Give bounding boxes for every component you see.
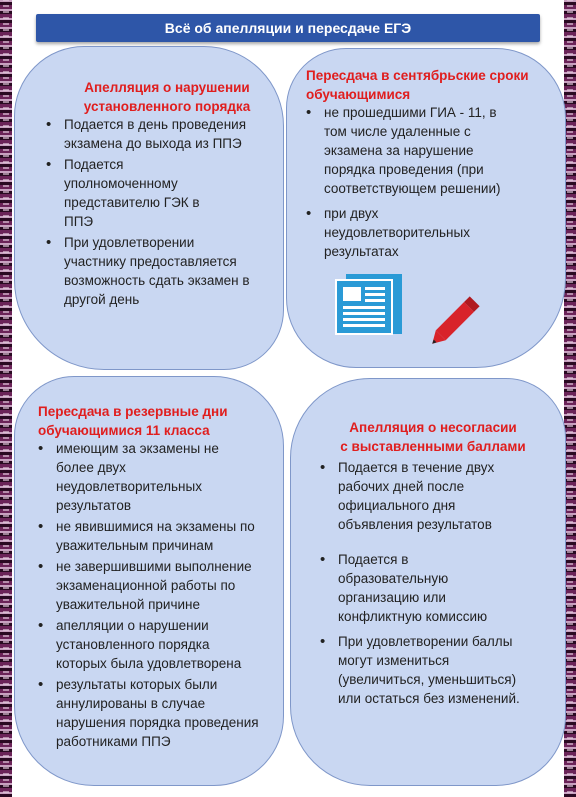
list-item: • При удовлетворении участнику предоставляется возможность сдать экзамен в другой день <box>44 233 254 309</box>
september-retake-list <box>304 103 514 261</box>
list-item: • не явившимися на экзамены по уважительным причинам <box>36 517 260 555</box>
list-item: • апелляции о нарушении установленного порядка которых была удовлетворена <box>36 616 260 673</box>
list-item: • при двух неудовлетворительных результатах <box>304 204 474 261</box>
list-item: • не прошедшими ГИА - 11, в том числе удаленные с экзамена за нарушение порядка проведения (при соответствующем решении) <box>304 103 514 198</box>
score-disagreement-list <box>318 458 538 708</box>
list-item: • Подается в день проведения экзамена до выхода из ППЭ <box>44 115 254 153</box>
score-disagreement-heading: Апелляция о несогласии с выставленными баллами <box>340 420 526 454</box>
left-decorative-border <box>0 0 12 797</box>
reserve-days-heading: Пересдача в резервные дни обучающимися 11 класса <box>38 404 228 438</box>
list-item: • Подается уполномоченному представителю ГЭК в ППЭ <box>44 155 214 231</box>
list-item: • Подается в течение двух рабочих дней после официального дня объявления результатов <box>318 458 498 534</box>
list-item: • При удовлетворении баллы могут измениться (увеличиться, уменьшиться) или остаться без изменений. <box>318 632 538 708</box>
appeal-procedure-heading: Апелляция о нарушении установленного порядка <box>83 80 251 114</box>
reserve-days-list <box>36 439 260 751</box>
list-item: • результаты которых были аннулированы в случае нарушения порядка проведения работниками ППЭ <box>36 675 260 751</box>
document-icon <box>334 272 406 336</box>
list-item: • Подается в образовательную организацию или конфликтную комиссию <box>318 550 508 626</box>
september-retake-heading: Пересдача в сентябрьские сроки обучающимися <box>306 68 529 102</box>
page-title: Всё об апелляции и пересдаче ЕГЭ <box>36 14 540 42</box>
list-item: • имеющим за экзамены не более двух неудовлетворительных результатов <box>36 439 226 515</box>
appeal-procedure-list <box>44 115 254 309</box>
list-item: • не завершившими выполнение экзаменационной работы по уважительной причине <box>36 557 260 614</box>
pencil-icon <box>424 286 490 352</box>
